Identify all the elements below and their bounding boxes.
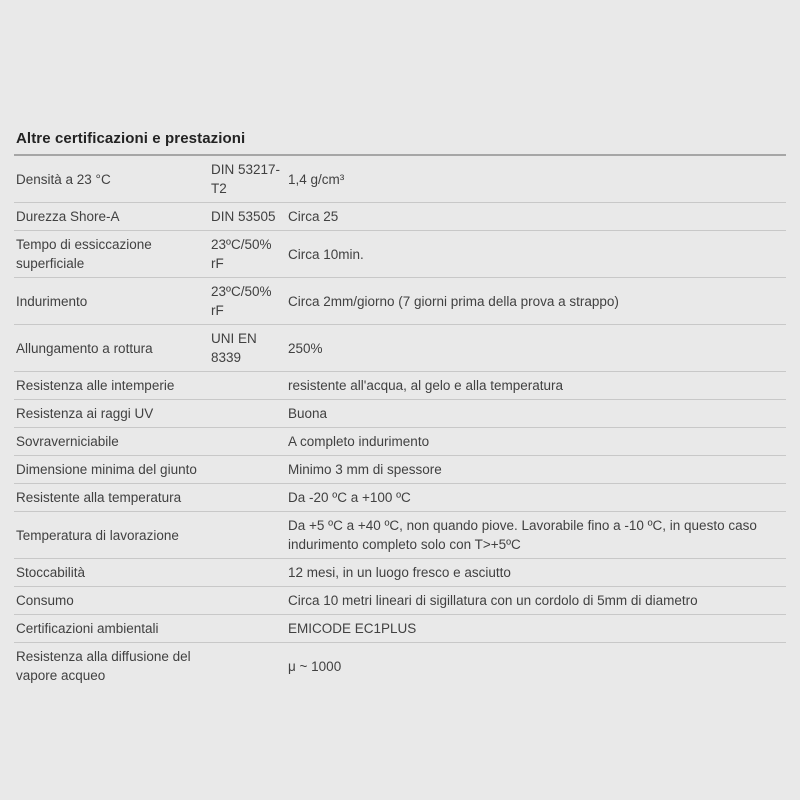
cell-standard [211,400,288,428]
table-row [14,372,786,400]
table-row [14,400,786,428]
cell-value: Circa 10min. [288,231,786,278]
cell-value: A completo indurimento [288,428,786,456]
cell-label: Resistenza alle intemperie [14,372,211,400]
cell-label: Resistenza alla diffusione del vapore acqueo [14,643,211,690]
cell-label: Resistente alla temperatura [14,484,211,512]
table-row [14,156,786,203]
cell-value: Circa 10 metri lineari di sigillatura con un cordolo di 5mm di diametro [288,587,786,615]
cell-value: Da -20 ºC a +100 ºC [288,484,786,512]
table-row [14,559,786,587]
table-row [14,325,786,372]
table-row [14,615,786,643]
cell-label: Certificazioni ambientali [14,615,211,643]
table-row [14,587,786,615]
cell-standard [211,643,288,690]
cell-label: Allungamento a rottura [14,325,211,372]
cell-value: 12 mesi, in un luogo fresco e asciutto [288,559,786,587]
cell-value: EMICODE EC1PLUS [288,615,786,643]
cell-standard [211,428,288,456]
cell-value: 1,4 g/cm³ [288,171,345,187]
cell-standard [211,372,288,400]
table-row [14,456,786,484]
cell-label: Tempo di essiccazione superficiale [14,231,211,278]
cell-label: Consumo [14,587,211,615]
cell-standard [211,559,288,587]
table-row [14,278,786,325]
cell-standard: 23ºC/50% rF [211,231,288,278]
cell-label: Durezza Shore-A [14,203,211,231]
table-row [14,203,786,231]
cell-standard: DIN 53505 [211,203,288,231]
cell-standard [211,456,288,484]
spec-table-body [14,156,786,689]
cell-value: Circa 25 [288,203,786,231]
table-row [14,428,786,456]
cell-label: Densità a 23 °C [16,171,111,187]
table-row [14,643,786,690]
cell-value: 250% [288,325,786,372]
spec-section [14,128,786,689]
cell-value: resistente all'acqua, al gelo e alla temperatura [288,372,786,400]
section-title: Altre certificazioni e prestazioni [14,128,786,156]
cell-standard [211,484,288,512]
cell-value: Circa 2mm/giorno (7 giorni prima della prova a strappo) [288,278,786,325]
cell-label: Dimensione minima del giunto [14,456,211,484]
cell-label: Sovraverniciabile [14,428,211,456]
cell-standard: DIN 53217-T2 [211,162,281,196]
cell-label: Stoccabilità [14,559,211,587]
cell-value: Minimo 3 mm di spessore [288,456,786,484]
cell-standard: UNI EN 8339 [211,325,288,372]
cell-value: μ ~ 1000 [288,643,786,690]
table-row [14,512,786,559]
table-row [14,484,786,512]
cell-standard [211,615,288,643]
cell-standard: 23ºC/50% rF [211,278,288,325]
cell-standard [211,587,288,615]
cell-label: Temperatura di lavorazione [14,512,211,559]
cell-value: Da +5 ºC a +40 ºC, non quando piove. Lavorabile fino a -10 ºC, in questo caso indurimento completo solo con T>+5ºC [288,512,786,559]
cell-standard [211,512,288,559]
cell-value: Buona [288,400,786,428]
cell-label: Resistenza ai raggi UV [14,400,211,428]
cell-label: Indurimento [14,278,211,325]
table-row [14,231,786,278]
spec-table [14,156,786,689]
